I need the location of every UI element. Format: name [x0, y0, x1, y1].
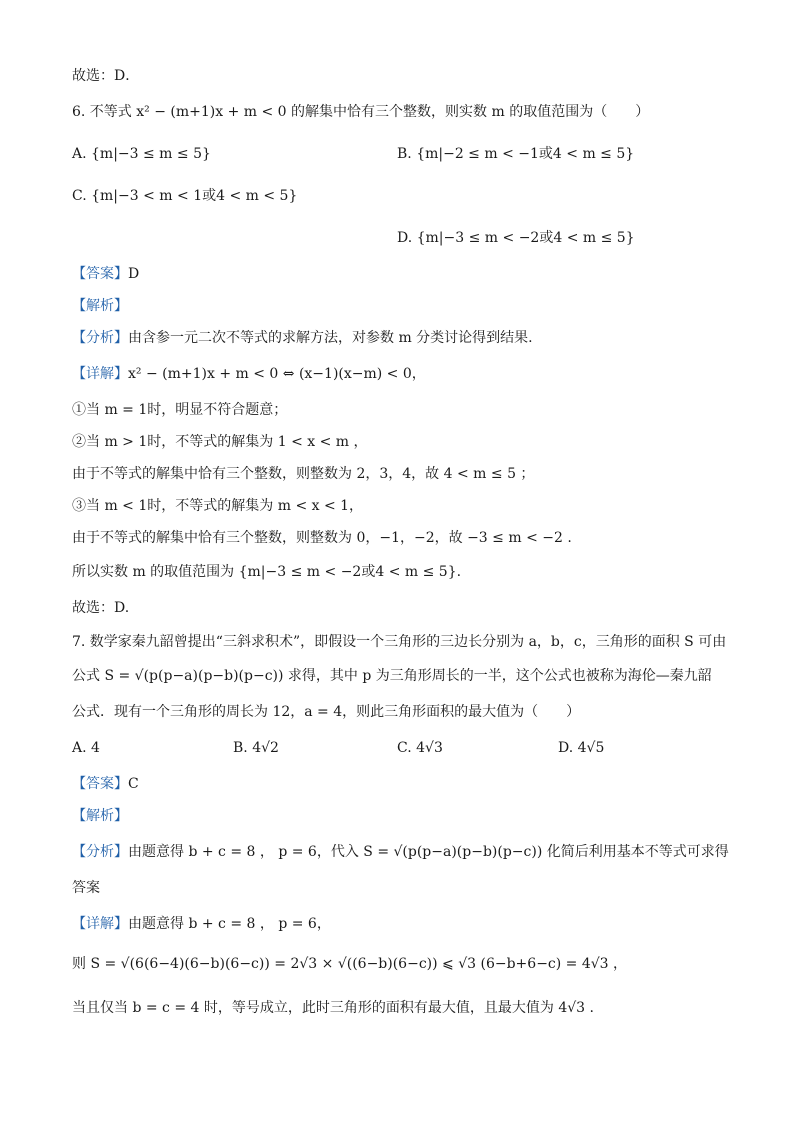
answer-value: D: [128, 266, 140, 282]
question-6-stem: 6. 不等式 x² − (m+1)x + m < 0 的解集中恰有三个整数，则实数 m 的取值范围为（ ）: [72, 104, 650, 120]
analysis-text: 由题意得 b + c = 8 ， p = 6，代入 S = √(p(p−a)(p−b)(p−c)) 化简后利用基本不等式可求得: [128, 844, 729, 860]
detail-tag: 【详解】: [72, 916, 128, 932]
analysis-tag: 【分析】: [72, 330, 128, 346]
q7-option-c: C. 4√3: [397, 740, 443, 756]
question-7-stem-2: 公式 S = √(p(p−a)(p−b)(p−c)) 求得，其中 p 为三角形周长的一半，这个公式也被称为海伦—秦九韶: [72, 668, 712, 684]
q6-option-d: D. {m|−3 ≤ m < −2或4 < m ≤ 5}: [397, 230, 635, 246]
detail-text: 由题意得 b + c = 8 ， p = 6，: [128, 916, 331, 932]
case-3-result: 由于不等式的解集中恰有三个整数，则整数为 0，−1，−2，故 −3 ≤ m < −2 .: [72, 530, 572, 546]
q6-analysis-heading: 【解析】: [72, 298, 128, 314]
q7-option-a: A. 4: [72, 740, 100, 756]
q7-option-d: D. 4√5: [558, 740, 605, 756]
answer-choice-line: 故选：D．: [72, 68, 140, 84]
case-2-result: 由于不等式的解集中恰有三个整数，则整数为 2，3，4，故 4 < m ≤ 5 ；: [72, 466, 535, 482]
answer-tag: 【答案】: [72, 776, 128, 792]
answer-value: C: [128, 776, 139, 792]
q6-answer: [72, 264, 139, 284]
q6-analysis: [72, 328, 533, 348]
analysis-tag: 【分析】: [72, 844, 128, 860]
detail-text: x² − (m+1)x + m < 0 ⇔ (x−1)(x−m) < 0，: [128, 366, 426, 382]
q6-option-a: A. {m|−3 ≤ m ≤ 5}: [72, 146, 211, 162]
q7-detail: [72, 914, 331, 934]
q6-option-c: C. {m|−3 < m < 1或4 < m < 5}: [72, 188, 298, 204]
q6-option-b: B. {m|−2 ≤ m < −1或4 < m ≤ 5}: [397, 146, 635, 162]
q6-conclusion: 所以实数 m 的取值范围为 {m|−3 ≤ m < −2或4 < m ≤ 5}.: [72, 564, 462, 580]
case-2: ②当 m > 1时，不等式的解集为 1 < x < m ，: [72, 434, 368, 450]
q7-detail-formula: 则 S = √(6(6−4)(6−b)(6−c)) = 2√3 × √((6−b)(6−c)) ⩽ √3 (6−b+6−c) = 4√3 ，: [72, 956, 628, 972]
q7-analysis-heading: 【解析】: [72, 808, 128, 824]
case-1: ①当 m = 1时，明显不符合题意；: [72, 402, 288, 418]
answer-tag: 【答案】: [72, 266, 128, 282]
q6-detail: [72, 364, 426, 384]
question-7-stem-1: 7. 数学家秦九韶曾提出“三斜求积术”，即假设一个三角形的三边长分别为 a，b，c，三角形的面积 S 可由: [72, 634, 727, 650]
q7-answer: [72, 774, 139, 794]
analysis-text: 由含参一元二次不等式的求解方法，对参数 m 分类讨论得到结果.: [128, 330, 533, 346]
q7-option-b: B. 4√2: [233, 740, 279, 756]
case-3: ③当 m < 1时，不等式的解集为 m < x < 1，: [72, 498, 364, 514]
q7-analysis: [72, 842, 729, 862]
q7-detail-conclusion: 当且仅当 b = c = 4 时，等号成立，此时三角形的面积有最大值，且最大值为 4√3 .: [72, 1000, 594, 1016]
q6-choice: 故选：D.: [72, 600, 130, 616]
question-7-stem-3: 公式．现有一个三角形的周长为 12，a = 4，则此三角形面积的最大值为（ ）: [72, 704, 581, 720]
detail-tag: 【详解】: [72, 366, 128, 382]
q7-analysis-cont: 答案: [72, 880, 100, 896]
